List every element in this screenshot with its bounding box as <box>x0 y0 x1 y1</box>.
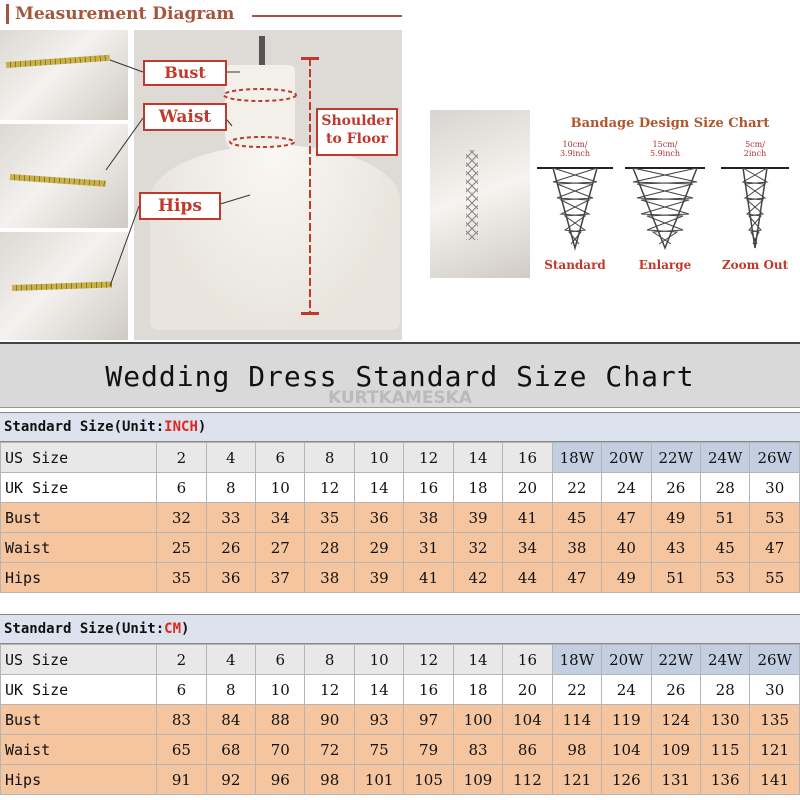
table-cell: 97 <box>404 705 453 735</box>
row-label: UK Size <box>1 473 157 503</box>
floor-marker <box>301 312 319 315</box>
table-cell: 98 <box>305 765 354 795</box>
table-cell: 121 <box>552 765 601 795</box>
bandage-measure-inch: 3.9inch <box>559 149 591 158</box>
table-cell: 12 <box>404 645 453 675</box>
table-row <box>1 563 800 593</box>
table-cell: 130 <box>700 705 749 735</box>
table-cell: 65 <box>157 735 206 765</box>
table-cell: 24 <box>602 675 651 705</box>
table-cell: 20W <box>602 443 651 473</box>
row-label: Waist <box>1 735 157 765</box>
table-cell: 83 <box>157 705 206 735</box>
table-cell: 33 <box>206 503 255 533</box>
table-cell: 47 <box>750 533 800 563</box>
hips-label: Hips <box>139 192 221 220</box>
table-cell: 27 <box>256 533 305 563</box>
table-cell: 121 <box>750 735 800 765</box>
bandage-measure-cm: 5cm/ <box>745 140 765 149</box>
table-cell: 90 <box>305 705 354 735</box>
cm-size-table <box>0 644 800 795</box>
table-cell: 4 <box>206 645 255 675</box>
table-cell: 10 <box>256 473 305 503</box>
table-cell: 98 <box>552 735 601 765</box>
table-cell: 31 <box>404 533 453 563</box>
inch-unit: INCH <box>164 419 198 435</box>
table-cell: 24W <box>700 645 749 675</box>
table-cell: 112 <box>503 765 552 795</box>
table-cell: 10 <box>354 443 403 473</box>
table-cell: 92 <box>206 765 255 795</box>
table-row <box>1 645 800 675</box>
table-cell: 114 <box>552 705 601 735</box>
corset-back-photo <box>430 110 530 278</box>
cm-head-suffix: ) <box>181 621 190 637</box>
table-cell: 14 <box>354 675 403 705</box>
table-cell: 39 <box>453 503 502 533</box>
shoulder-label-line1: Shoulder <box>321 113 393 129</box>
table-cell: 109 <box>651 735 700 765</box>
table-cell: 14 <box>453 645 502 675</box>
row-label: UK Size <box>1 675 157 705</box>
table-cell: 26W <box>750 645 800 675</box>
table-cell: 18W <box>552 645 601 675</box>
bandage-measure-inch: 5.9inch <box>649 149 681 158</box>
table-cell: 16 <box>404 675 453 705</box>
table-cell: 34 <box>256 503 305 533</box>
table-cell: 30 <box>750 473 800 503</box>
lacing-standard-icon <box>535 162 615 252</box>
table-cell: 16 <box>503 645 552 675</box>
table-row <box>1 473 800 503</box>
table-cell: 126 <box>602 765 651 795</box>
table-cell: 41 <box>503 503 552 533</box>
measurement-diagram-title: Measurement Diagram <box>6 4 234 24</box>
table-cell: 29 <box>354 533 403 563</box>
table-cell: 68 <box>206 735 255 765</box>
table-cell: 10 <box>354 645 403 675</box>
table-cell: 12 <box>305 473 354 503</box>
table-cell: 18W <box>552 443 601 473</box>
cm-section-header <box>0 614 800 644</box>
table-cell: 47 <box>602 503 651 533</box>
row-label: Waist <box>1 533 157 563</box>
bandage-measure-cm: 10cm/ <box>562 140 588 149</box>
table-cell: 16 <box>503 443 552 473</box>
table-cell: 45 <box>552 503 601 533</box>
table-cell: 26W <box>750 443 800 473</box>
table-cell: 24W <box>700 443 749 473</box>
measurement-diagram <box>0 0 800 342</box>
inch-size-table <box>0 442 800 593</box>
watermark: KURTKAMESKA <box>327 388 473 408</box>
bandage-measure <box>530 140 620 162</box>
table-cell: 84 <box>206 705 255 735</box>
table-cell: 38 <box>404 503 453 533</box>
table-cell: 28 <box>305 533 354 563</box>
table-cell: 100 <box>453 705 502 735</box>
inch-head-suffix: ) <box>197 419 207 435</box>
shoulder-to-floor-label <box>316 108 398 156</box>
table-cell: 135 <box>750 705 800 735</box>
table-cell: 35 <box>305 503 354 533</box>
table-cell: 22 <box>552 675 601 705</box>
shoulder-to-floor-line <box>309 58 311 313</box>
table-cell: 141 <box>750 765 800 795</box>
table-cell: 115 <box>700 735 749 765</box>
table-cell: 8 <box>305 443 354 473</box>
table-cell: 45 <box>700 533 749 563</box>
table-cell: 32 <box>157 503 206 533</box>
table-cell: 105 <box>404 765 453 795</box>
bandage-zoom-out <box>710 140 800 272</box>
table-cell: 4 <box>206 443 255 473</box>
table-cell: 26 <box>651 675 700 705</box>
bandage-measure <box>710 140 800 162</box>
table-cell: 38 <box>305 563 354 593</box>
table-cell: 8 <box>206 675 255 705</box>
table-cell: 42 <box>453 563 502 593</box>
table-cell: 93 <box>354 705 403 735</box>
table-cell: 8 <box>206 473 255 503</box>
chart-title-bar <box>0 342 800 408</box>
table-cell: 6 <box>256 443 305 473</box>
table-row <box>1 705 800 735</box>
bandage-measure-inch: 2inch <box>743 149 767 158</box>
table-cell: 6 <box>157 473 206 503</box>
chart-title: Wedding Dress Standard Size Chart <box>105 360 695 393</box>
table-cell: 36 <box>354 503 403 533</box>
table-cell: 41 <box>404 563 453 593</box>
table-cell: 22W <box>651 443 700 473</box>
row-label: Bust <box>1 503 157 533</box>
table-row <box>1 735 800 765</box>
bandage-measure-cm: 15cm/ <box>652 140 678 149</box>
table-cell: 35 <box>157 563 206 593</box>
table-cell: 12 <box>305 675 354 705</box>
row-label: Bust <box>1 705 157 735</box>
table-row <box>1 503 800 533</box>
table-cell: 104 <box>602 735 651 765</box>
table-cell: 83 <box>453 735 502 765</box>
bandage-name: Enlarge <box>638 258 692 272</box>
table-cell: 20W <box>602 645 651 675</box>
table-cell: 86 <box>503 735 552 765</box>
table-cell: 14 <box>453 443 502 473</box>
table-cell: 30 <box>750 675 800 705</box>
waist-label: Waist <box>143 103 227 131</box>
table-cell: 18 <box>453 473 502 503</box>
table-cell: 26 <box>206 533 255 563</box>
table-cell: 119 <box>602 705 651 735</box>
table-cell: 101 <box>354 765 403 795</box>
table-cell: 6 <box>157 675 206 705</box>
row-label: US Size <box>1 645 157 675</box>
table-cell: 79 <box>404 735 453 765</box>
bandage-chart-title: Bandage Design Size Chart <box>570 116 770 131</box>
table-cell: 12 <box>404 443 453 473</box>
cm-head-prefix: Standard Size(Unit: <box>4 621 165 637</box>
leader-lines <box>0 0 420 342</box>
table-cell: 39 <box>354 563 403 593</box>
table-cell: 28 <box>700 675 749 705</box>
row-label: Hips <box>1 765 157 795</box>
table-cell: 34 <box>503 533 552 563</box>
table-cell: 40 <box>602 533 651 563</box>
table-cell: 47 <box>552 563 601 593</box>
table-cell: 20 <box>503 675 552 705</box>
size-chart <box>0 342 800 800</box>
table-cell: 88 <box>256 705 305 735</box>
table-cell: 109 <box>453 765 502 795</box>
table-cell: 55 <box>750 563 800 593</box>
table-cell: 16 <box>404 473 453 503</box>
table-cell: 18 <box>453 675 502 705</box>
lacing-enlarge-icon <box>623 162 707 252</box>
table-cell: 49 <box>651 503 700 533</box>
bandage-enlarge <box>620 140 710 272</box>
table-cell: 10 <box>256 675 305 705</box>
table-cell: 91 <box>157 765 206 795</box>
table-cell: 32 <box>453 533 502 563</box>
inch-section-header <box>0 412 800 442</box>
row-label: US Size <box>1 443 157 473</box>
table-cell: 44 <box>503 563 552 593</box>
table-row <box>1 675 800 705</box>
table-cell: 51 <box>651 563 700 593</box>
table-cell: 22 <box>552 473 601 503</box>
table-cell: 49 <box>602 563 651 593</box>
row-label: Hips <box>1 563 157 593</box>
inch-head-prefix: Standard Size(Unit: <box>4 419 165 435</box>
table-cell: 75 <box>354 735 403 765</box>
table-cell: 136 <box>700 765 749 795</box>
table-cell: 43 <box>651 533 700 563</box>
table-cell: 14 <box>354 473 403 503</box>
table-cell: 37 <box>256 563 305 593</box>
cm-unit: CM <box>164 621 182 637</box>
table-cell: 53 <box>750 503 800 533</box>
table-cell: 72 <box>305 735 354 765</box>
table-cell: 6 <box>256 645 305 675</box>
bandage-standard <box>530 140 620 272</box>
table-row <box>1 765 800 795</box>
lacing-zoom-out-icon <box>717 162 793 252</box>
shoulder-label-line2: to Floor <box>326 131 388 147</box>
table-cell: 2 <box>157 645 206 675</box>
section-gap <box>0 594 800 614</box>
table-cell: 36 <box>206 563 255 593</box>
table-cell: 22W <box>651 645 700 675</box>
table-cell: 70 <box>256 735 305 765</box>
corset-lacing <box>466 150 478 240</box>
table-row <box>1 533 800 563</box>
table-cell: 8 <box>305 645 354 675</box>
table-cell: 104 <box>503 705 552 735</box>
bandage-name: Standard <box>544 258 606 272</box>
table-cell: 26 <box>651 473 700 503</box>
table-cell: 38 <box>552 533 601 563</box>
table-cell: 28 <box>700 473 749 503</box>
bandage-measure <box>620 140 710 162</box>
table-cell: 131 <box>651 765 700 795</box>
table-row <box>1 443 800 473</box>
bandage-name: Zoom Out <box>721 258 789 272</box>
table-cell: 25 <box>157 533 206 563</box>
table-cell: 96 <box>256 765 305 795</box>
bust-label: Bust <box>143 60 227 86</box>
table-cell: 51 <box>700 503 749 533</box>
table-cell: 124 <box>651 705 700 735</box>
table-cell: 24 <box>602 473 651 503</box>
table-cell: 2 <box>157 443 206 473</box>
table-cell: 20 <box>503 473 552 503</box>
table-cell: 53 <box>700 563 749 593</box>
